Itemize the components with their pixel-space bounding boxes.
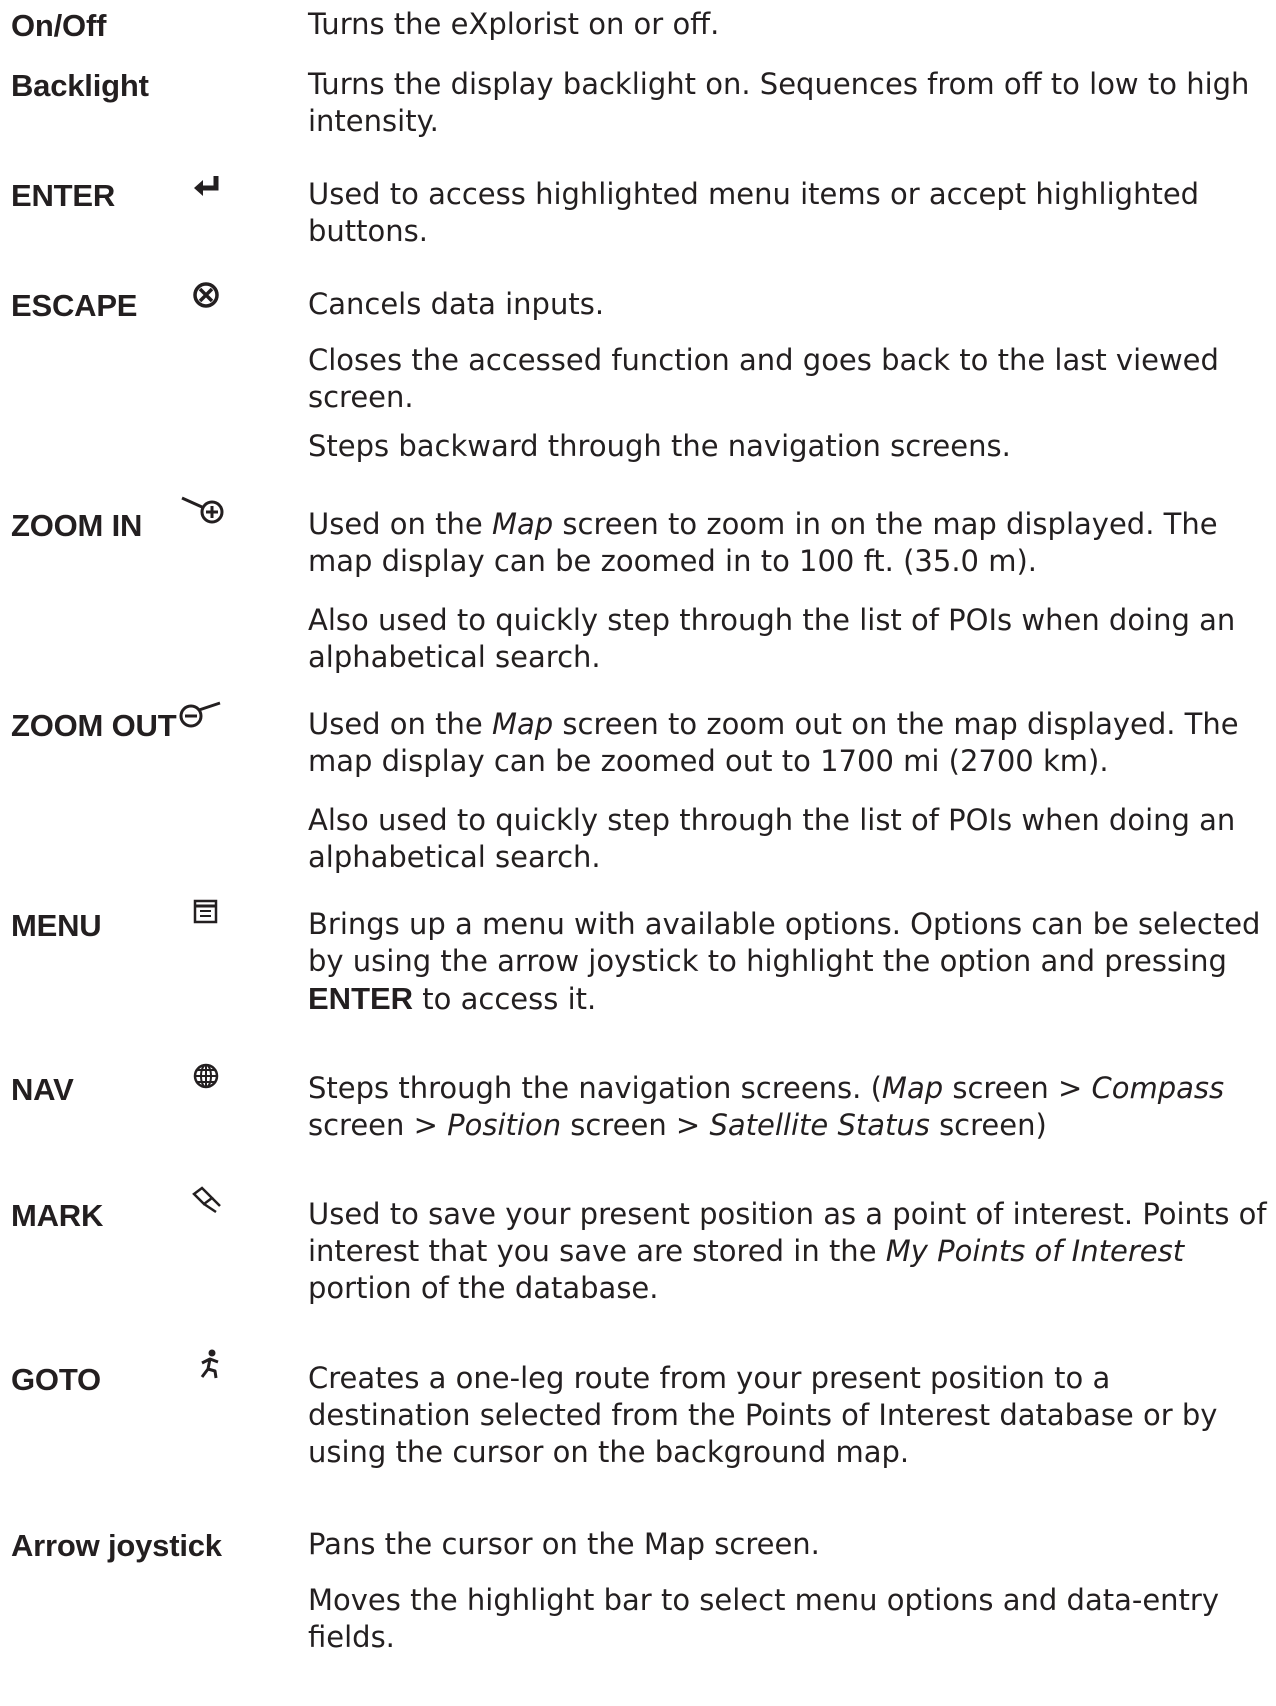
key-label: MENU xyxy=(11,908,102,943)
description xyxy=(308,906,1268,1018)
description xyxy=(308,1582,1268,1656)
key-label: MARK xyxy=(11,1198,104,1233)
text-run: Used on the xyxy=(308,507,492,541)
description xyxy=(308,1196,1268,1307)
walking-person-icon xyxy=(196,1348,230,1382)
text-run: Creates a one-leg route from your present position to a destination selected from the Points of Interest database or by using the cursor on the background map. xyxy=(308,1361,1218,1469)
text-run: screen > xyxy=(943,1071,1092,1105)
text-run: Moves the highlight bar to select menu options and data-entry fields. xyxy=(308,1583,1219,1654)
description xyxy=(308,802,1268,876)
description xyxy=(308,66,1268,140)
description xyxy=(308,506,1268,580)
description xyxy=(308,342,1268,416)
description xyxy=(308,428,1268,465)
emphasis-text: Map xyxy=(491,507,554,541)
bold-text: ENTER xyxy=(308,981,414,1016)
text-run: screen) xyxy=(929,1108,1047,1142)
emphasis-text: Position xyxy=(447,1108,562,1142)
text-run: screen to zoom out on the map displayed. The map display can be zoomed out to 1700 mi (2700 km). xyxy=(308,707,1239,778)
emphasis-text: My Points of Interest xyxy=(885,1234,1185,1268)
text-run: Pans the cursor on the Map screen. xyxy=(308,1527,820,1561)
text-run: Brings up a menu with available options. Options can be selected by using the arrow joystick to highlight the option and pressing xyxy=(308,907,1261,978)
description xyxy=(308,1360,1268,1471)
enter-arrow-icon xyxy=(190,172,224,206)
text-run: to access it. xyxy=(413,982,597,1016)
text-run: Also used to quickly step through the list of POIs when doing an alphabetical search. xyxy=(308,803,1236,874)
key-label: GOTO xyxy=(11,1362,101,1397)
text-run: Used to access highlighted menu items or accept highlighted buttons. xyxy=(308,177,1200,248)
description xyxy=(308,602,1268,676)
text-run: Cancels data inputs. xyxy=(308,287,605,321)
key-label: ZOOM IN xyxy=(11,508,143,543)
magnifier-plus-icon xyxy=(180,494,228,528)
globe-icon xyxy=(192,1062,226,1096)
text-run: portion of the database. xyxy=(308,1271,659,1305)
key-label: On/Off xyxy=(11,8,107,43)
key-label: Arrow joystick xyxy=(11,1528,222,1563)
text-run: Turns the eXplorist on or off. xyxy=(308,7,720,41)
mark-flag-icon xyxy=(190,1184,224,1218)
text-run: Used on the xyxy=(308,707,492,741)
emphasis-text: Map xyxy=(881,1071,944,1105)
text-run: Steps backward through the navigation screens. xyxy=(308,429,1011,463)
text-run: Steps through the navigation screens. ( xyxy=(308,1071,882,1105)
description xyxy=(308,286,1268,323)
text-run: Closes the accessed function and goes back to the last viewed screen. xyxy=(308,343,1219,414)
description xyxy=(308,1070,1268,1144)
key-label: NAV xyxy=(11,1072,74,1107)
menu-icon xyxy=(192,898,226,932)
description xyxy=(308,176,1268,250)
text-run: Also used to quickly step through the list of POIs when doing an alphabetical search. xyxy=(308,603,1236,674)
text-run: Turns the display backlight on. Sequences from off to low to high intensity. xyxy=(308,67,1250,138)
emphasis-text: Map xyxy=(491,707,554,741)
text-run: screen > xyxy=(308,1108,448,1142)
emphasis-text: Compass xyxy=(1091,1071,1225,1105)
key-label: Backlight xyxy=(11,68,149,103)
description xyxy=(308,1526,1268,1563)
magnifier-minus-icon xyxy=(178,698,226,732)
description xyxy=(308,6,1268,43)
text-run: Used to save your present position as a point of interest. Points of interest that you save are stored in the xyxy=(308,1197,1267,1268)
key-label: ZOOM OUT xyxy=(11,708,177,743)
emphasis-text: Satellite Status xyxy=(709,1108,930,1142)
text-run: screen to zoom in on the map displayed. The map display can be zoomed in to 100 ft. (35.0 m). xyxy=(308,507,1218,578)
key-label: ENTER xyxy=(11,178,116,213)
description xyxy=(308,706,1268,780)
circle-x-icon xyxy=(190,279,224,313)
key-label: ESCAPE xyxy=(11,288,138,323)
text-run: screen > xyxy=(561,1108,710,1142)
